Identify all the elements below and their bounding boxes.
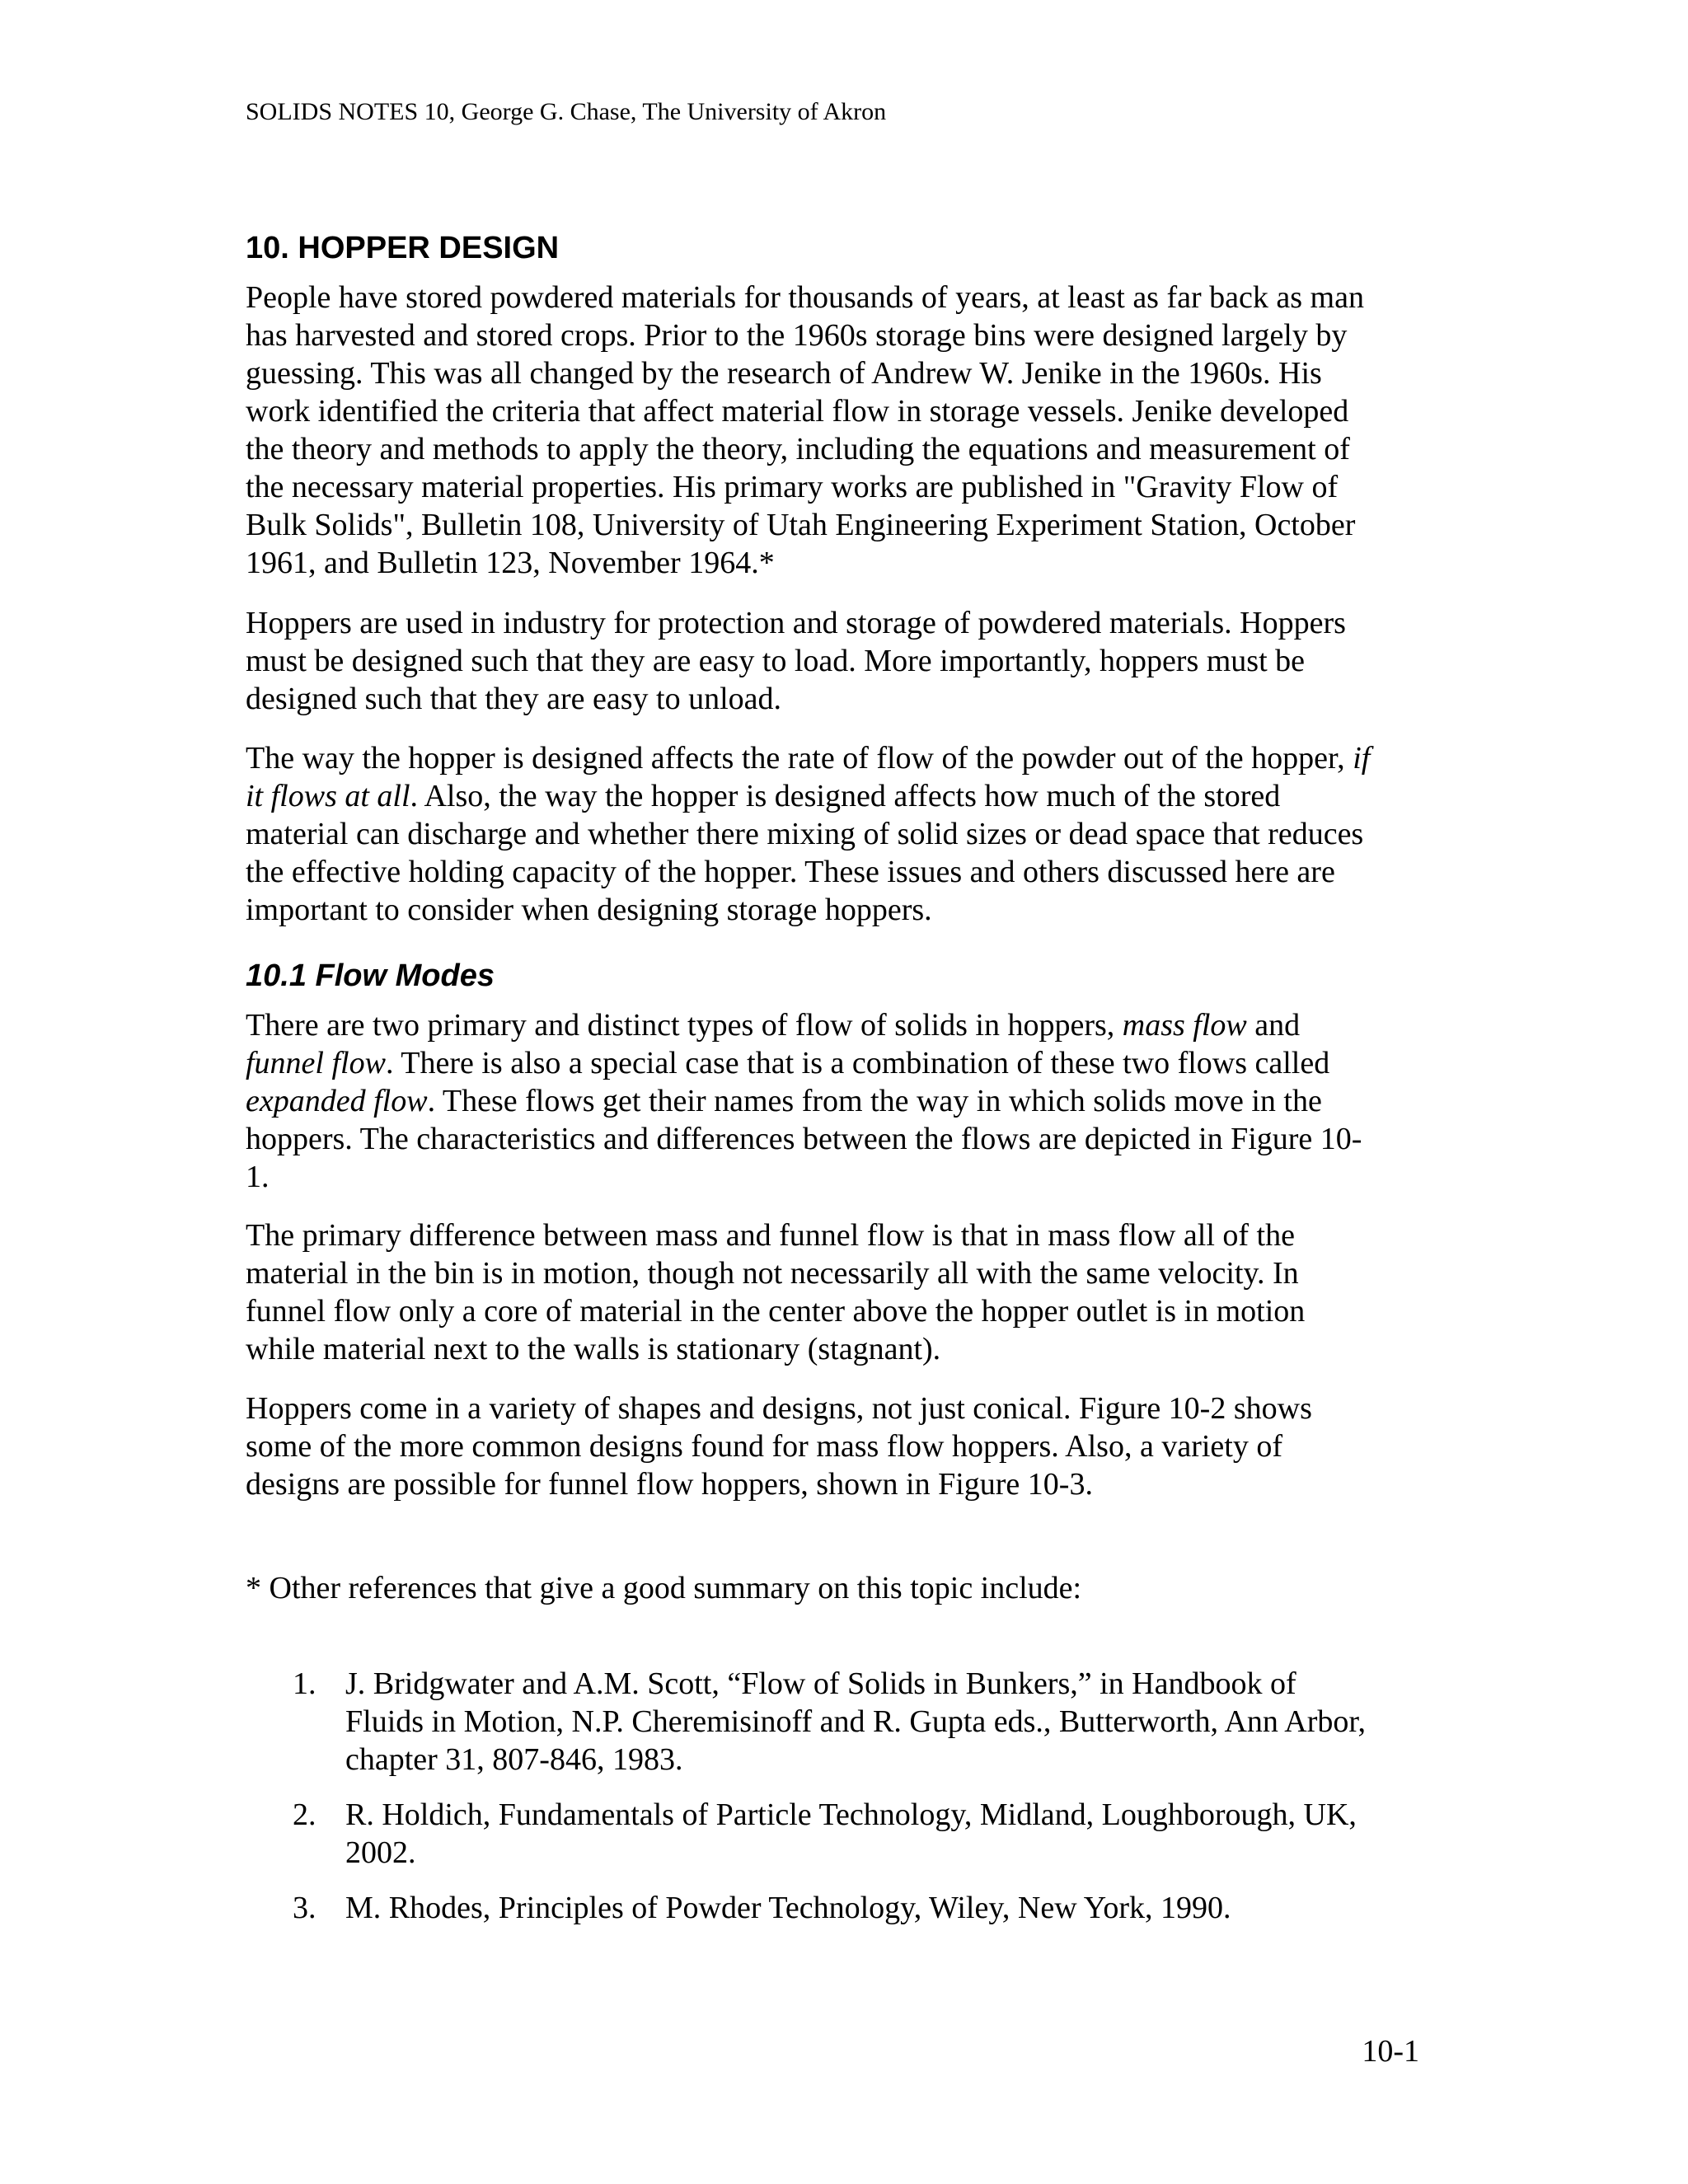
paragraph-flow-types (246, 1006, 1432, 1196)
paragraph-hopper-shapes (246, 1390, 1432, 1503)
section-title: 10.1 Flow Modes (246, 958, 495, 993)
footnote-intro (246, 1569, 1432, 1607)
emphasis-text: mass flow (1122, 1008, 1247, 1043)
text-line: designs are possible for funnel flow hoppers, shown in Figure 10-3. (246, 1467, 1093, 1502)
text-line: * Other references that give a good summary on this topic include: (246, 1571, 1082, 1605)
document-page (246, 0, 1432, 2184)
paragraph-history (246, 279, 1432, 582)
text-line: the effective holding capacity of the hopper. These issues and others discussed here are (246, 855, 1335, 889)
emphasis-text: funnel flow (246, 1046, 386, 1080)
reference-item (246, 1889, 1432, 1927)
text-line: while material next to the walls is stationary (stagnant). (246, 1332, 941, 1366)
text-line: hoppers. The characteristics and differences between the flows are depicted in Figure 10- (246, 1122, 1362, 1156)
text-line: some of the more common designs found for mass flow hoppers. Also, a variety of (246, 1429, 1282, 1464)
text-line: The primary difference between mass and funnel flow is that in mass flow all of the (246, 1218, 1295, 1253)
text-line (246, 1082, 1432, 1120)
text-line: Bulk Solids", Bulletin 108, University of Utah Engineering Experiment Station, October (246, 508, 1356, 542)
text-line: the necessary material properties. His primary works are published in "Gravity Flow of (246, 470, 1339, 504)
page-number: 10-1 (1362, 2034, 1419, 2069)
reference-item (246, 1665, 1432, 1779)
reference-number: 2. (293, 1797, 316, 1832)
text-line: R. Holdich, Fundamentals of Particle Technology, Midland, Loughborough, UK, (345, 1797, 1357, 1832)
text-line: material in the bin is in motion, though not necessarily all with the same velocity. In (246, 1256, 1299, 1291)
text-run: and (1246, 1008, 1301, 1043)
text-line (246, 777, 1432, 815)
text-line: has harvested and stored crops. Prior to the 1960s storage bins were designed largely by (246, 318, 1348, 353)
text-line: the theory and methods to apply the theory, including the equations and measurement of (246, 432, 1350, 466)
text-run: . These flows get their names from the way in which solids move in the (427, 1084, 1322, 1118)
text-line: designed such that they are easy to unload. (246, 682, 782, 716)
reference-number: 3. (293, 1891, 316, 1925)
text-line: Hoppers are used in industry for protection and storage of powdered materials. Hoppers (246, 606, 1346, 640)
text-line: Hoppers come in a variety of shapes and designs, not just conical. Figure 10-2 shows (246, 1391, 1312, 1426)
reference-item (246, 1796, 1432, 1872)
text-run: . There is also a special case that is a combination of these two flows called (385, 1046, 1330, 1080)
emphasis-text: it flows at all (246, 779, 410, 813)
text-run: The way the hopper is designed affects the rate of flow of the powder out of the hopper, (246, 741, 1353, 776)
reference-list (246, 1665, 1432, 1944)
text-line: important to consider when designing storage hoppers. (246, 893, 932, 927)
reference-number: 1. (293, 1666, 316, 1701)
text-line: material can discharge and whether there mixing of solid sizes or dead space that reduces (246, 817, 1364, 851)
text-run: . Also, the way the hopper is designed affects how much of the stored (410, 779, 1281, 813)
chapter-title: 10. HOPPER DESIGN (246, 231, 560, 265)
text-line (246, 1006, 1432, 1044)
text-line: work identified the criteria that affect material flow in storage vessels. Jenike developed (246, 394, 1349, 429)
text-line: 1961, and Bulletin 123, November 1964.* (246, 546, 775, 580)
paragraph-hopper-design-effects (246, 739, 1432, 929)
emphasis-text: expanded flow (246, 1084, 428, 1118)
text-run: There are two primary and distinct types of flow of solids in hoppers, (246, 1008, 1123, 1043)
text-line (246, 1044, 1432, 1082)
text-line: People have stored powdered materials for thousands of years, at least as far back as man (246, 280, 1364, 315)
text-line (246, 739, 1432, 777)
running-header: SOLIDS NOTES 10, George G. Chase, The University of Akron (246, 98, 887, 125)
text-line: chapter 31, 807-846, 1983. (345, 1742, 683, 1777)
text-line: Fluids in Motion, N.P. Cheremisinoff and R. Gupta eds., Butterworth, Ann Arbor, (345, 1704, 1367, 1739)
emphasis-text: if (1353, 741, 1371, 776)
text-line: 1. (246, 1160, 270, 1194)
text-line: must be designed such that they are easy to load. More importantly, hoppers must be (246, 644, 1306, 678)
text-line: funnel flow only a core of material in the center above the hopper outlet is in motion (246, 1294, 1306, 1329)
text-line: 2002. (345, 1835, 416, 1870)
text-line: M. Rhodes, Principles of Powder Technology, Wiley, New York, 1990. (345, 1891, 1231, 1925)
paragraph-hopper-uses (246, 604, 1432, 718)
text-line: guessing. This was all changed by the research of Andrew W. Jenike in the 1960s. His (246, 356, 1322, 391)
paragraph-mass-vs-funnel (246, 1216, 1432, 1368)
text-line: J. Bridgwater and A.M. Scott, “Flow of Solids in Bunkers,” in Handbook of (345, 1666, 1296, 1701)
